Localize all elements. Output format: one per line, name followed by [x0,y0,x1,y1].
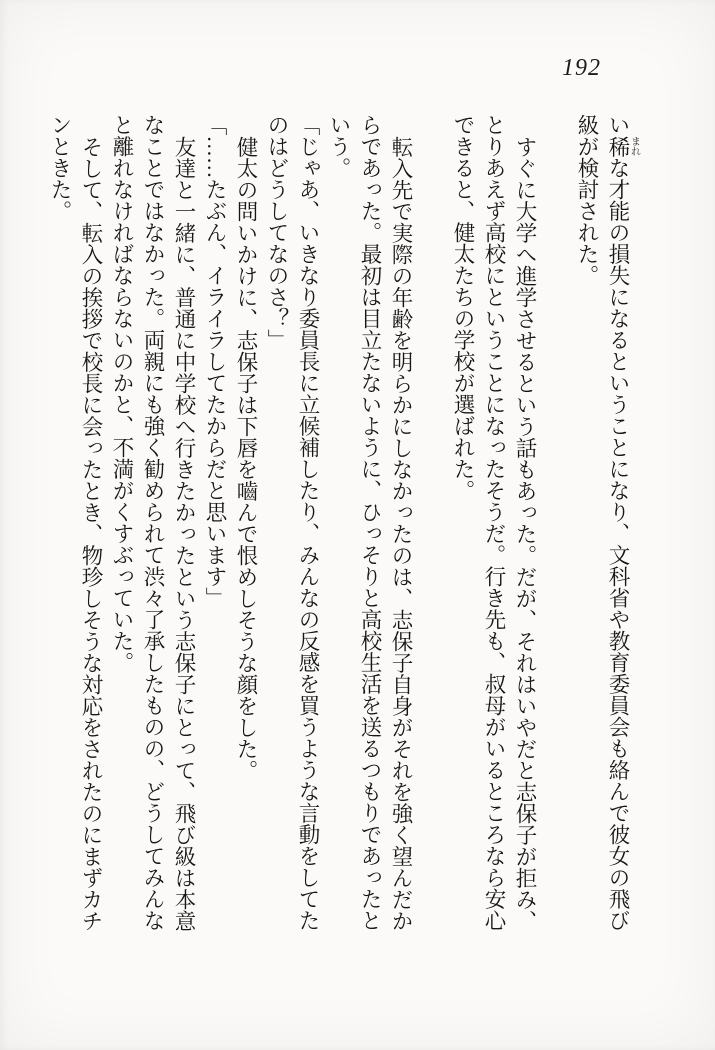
dialogue-paragraph: 「……たぶん、イライラしてたからだと思います」 [203,114,227,609]
text-body [44,114,639,933]
narration-paragraph: すぐに大学へ進学させるという話もあった。だが、それはいやだと志保子が拒み、とりあえず高校にということになったそうだ。行き先も、叔母がいるところなら安心できると、健太たちの学校が選ばれた。 [451,114,537,931]
narration-paragraph: 転入先で実際の年齢を明らかにしなかったのは、志保子自身がそれを強く望んだからであった。最初は目立たないように、ひっそりと高校生活を送るつもりであったという。 [327,114,413,931]
narration-paragraph: 友達と一緒に、普通に中学校へ行きたかったという志保子にとって、飛び級は本意なことではなかった。両親にも強く勧められて渋々了承したものの、どうしてみんなと離れなければならないのかと、不満がくすぶっていた。 [110,114,196,931]
continued-paragraph: い稀まれな才能の損失になるということになり、文科省や教育委員会も絡んで彼女の飛び級が検討された。 [575,114,640,931]
furigana-ruby: 稀まれ [606,135,640,157]
page-number: 192 [562,55,601,81]
dialogue-paragraph: 「じゃあ、いきなり委員長に立候補したり、みんなの反感を買うような言動をしてたのはどうしてなのさ？」 [265,114,320,931]
narration-paragraph: 健太の問いかけに、志保子は下唇を嚙んで恨めしそうな顔をした。 [234,135,258,781]
narration-paragraph: そして、転入の挨拶で校長に会ったとき、物珍しそうな対応をされたのにまずカチンときた。 [48,114,103,931]
